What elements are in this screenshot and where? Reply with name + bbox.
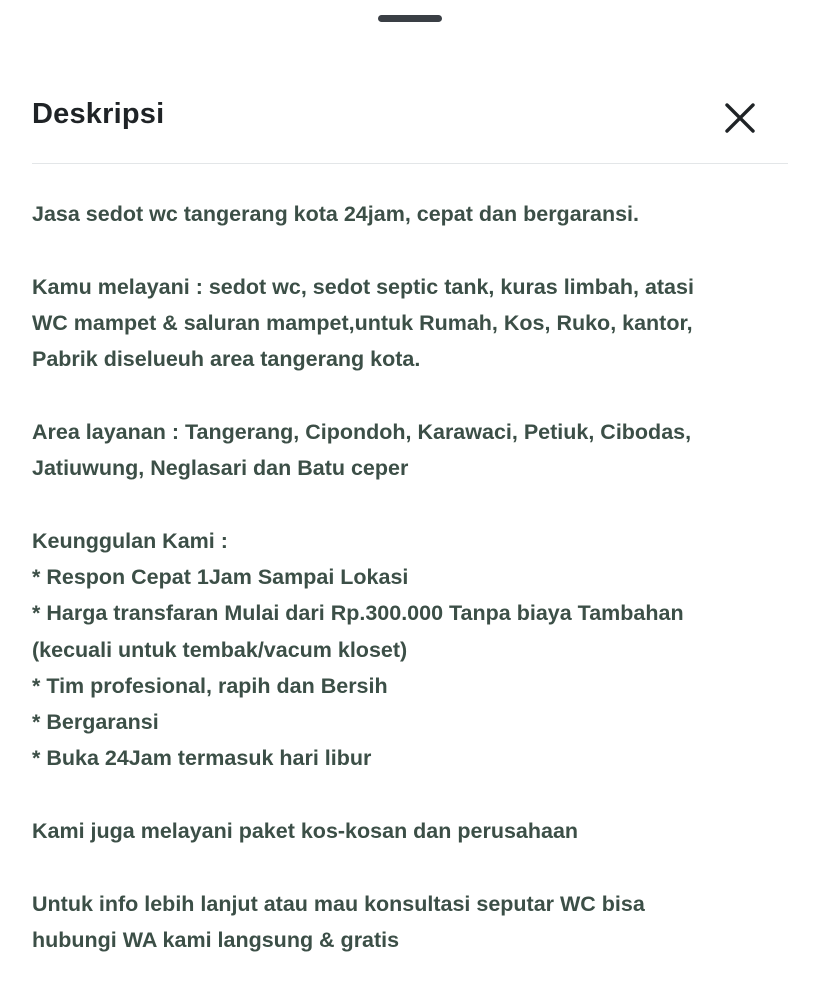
description-paragraph	[32, 269, 792, 378]
close-button[interactable]	[720, 98, 760, 138]
description-line: WC mampet & saluran mampet,untuk Rumah, Kos, Ruko, kantor,	[32, 310, 693, 335]
description-paragraph	[32, 813, 792, 849]
description-line: Pabrik diselueuh area tangerang kota.	[32, 347, 421, 372]
description-line: hubungi WA kami langsung & gratis	[32, 927, 400, 952]
description-line: * Respon Cepat 1Jam Sampai Lokasi	[32, 564, 409, 589]
description-paragraph	[32, 886, 792, 959]
description-line: Kami juga melayani paket kos-kosan dan perusahaan	[32, 819, 579, 844]
description-paragraph	[32, 196, 792, 232]
description-line: Kamu melayani : sedot wc, sedot septic tank, kuras limbah, atasi	[32, 274, 694, 299]
description-line: * Bergaransi	[32, 710, 159, 735]
description-line: Keunggulan Kami :	[32, 528, 228, 553]
description-line: Jatiuwung, Neglasari dan Batu ceper	[32, 456, 409, 481]
description-line: Area layanan : Tangerang, Cipondoh, Karawaci, Petiuk, Cibodas,	[32, 419, 692, 444]
description-line: * Buka 24Jam termasuk hari libur	[32, 746, 372, 771]
close-icon	[720, 98, 760, 138]
description-text	[32, 196, 792, 958]
sheet-header	[32, 80, 788, 164]
description-paragraph	[32, 414, 792, 487]
description-line: Jasa sedot wc tangerang kota 24jam, cepat dan bergaransi.	[32, 202, 640, 226]
description-line: * Tim profesional, rapih dan Bersih	[32, 673, 388, 698]
drag-handle[interactable]	[378, 15, 442, 22]
sheet-title: Deskripsi	[32, 98, 165, 130]
description-paragraph	[32, 523, 792, 777]
description-line: (kecuali untuk tembak/vacum kloset)	[32, 637, 408, 662]
description-line: Untuk info lebih lanjut atau mau konsultasi seputar WC bisa	[32, 891, 645, 916]
description-line: * Harga transfaran Mulai dari Rp.300.000 Tanpa biaya Tambahan	[32, 601, 684, 626]
